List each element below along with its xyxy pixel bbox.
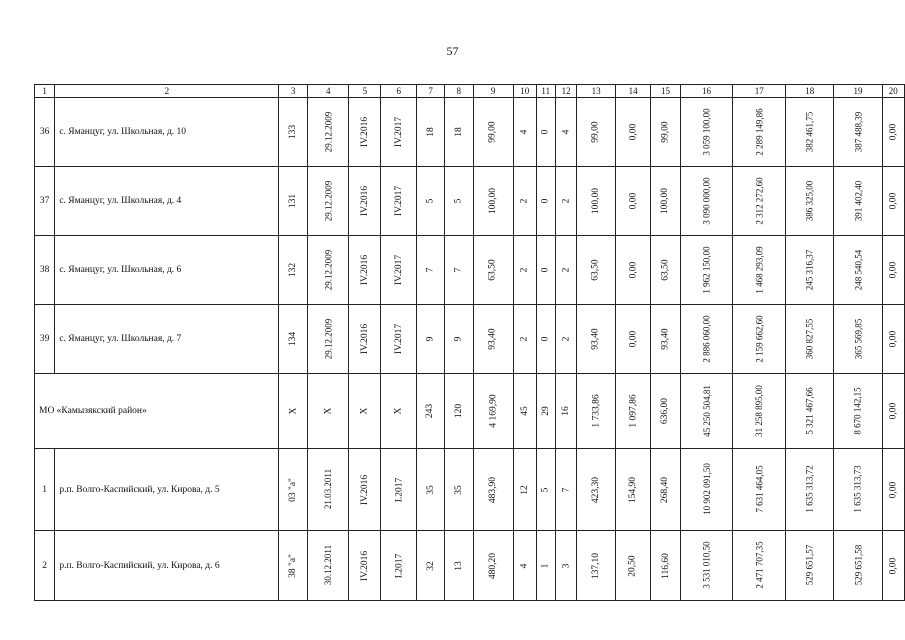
cell-col13: 63,50 [577, 236, 615, 305]
column-header: 15 [651, 85, 680, 98]
cell-col7: 35 [417, 449, 444, 531]
cell-col8: 13 [444, 531, 473, 601]
cell-col7: 32 [417, 531, 444, 601]
table-row [35, 236, 905, 305]
cell-col18: 5 321 467,66 [786, 374, 834, 449]
cell-col12: 7 [555, 449, 577, 531]
cell-col3: 131 [279, 167, 308, 236]
cell-col15: 636,00 [651, 374, 680, 449]
cell-col19: 8 670 142,15 [834, 374, 882, 449]
cell-col3: 133 [279, 98, 308, 167]
cell-col6: IV.2017 [381, 236, 417, 305]
column-header: 8 [444, 85, 473, 98]
cell-col12: 2 [555, 236, 577, 305]
cell-col8: 7 [444, 236, 473, 305]
cell-col8: 18 [444, 98, 473, 167]
cell-col18: 382 461,75 [786, 98, 834, 167]
column-header: 10 [513, 85, 536, 98]
cell-col12: 2 [555, 167, 577, 236]
cell-col19: 365 569,85 [834, 305, 882, 374]
cell-col17: 2 471 707,35 [733, 531, 786, 601]
column-number-row [35, 85, 905, 98]
cell-col5: IV.2016 [349, 98, 381, 167]
cell-number: 36 [35, 98, 55, 167]
cell-col13: 423,30 [577, 449, 615, 531]
cell-col5: IV.2016 [349, 236, 381, 305]
column-header: 13 [577, 85, 615, 98]
cell-col7: 18 [417, 98, 444, 167]
cell-col3: X [279, 374, 308, 449]
cell-col19: 529 651,58 [834, 531, 882, 601]
cell-col10: 45 [513, 374, 536, 449]
cell-col9: 483,90 [473, 449, 513, 531]
cell-col19: 391 402,40 [834, 167, 882, 236]
column-header: 4 [307, 85, 349, 98]
cell-col18: 529 651,57 [786, 531, 834, 601]
cell-col16: 45 250 504,81 [680, 374, 733, 449]
cell-col17: 2 159 662,60 [733, 305, 786, 374]
cell-col9: 63,50 [473, 236, 513, 305]
cell-col11: 1 [536, 531, 555, 601]
cell-col20: 0,00 [882, 531, 904, 601]
cell-col20: 0,00 [882, 305, 904, 374]
cell-address: р.п. Волго-Каспийский, ул. Кирова, д. 5 [55, 449, 279, 531]
cell-col16: 3 090 000,00 [680, 167, 733, 236]
cell-number: 37 [35, 167, 55, 236]
cell-col15: 100,00 [651, 167, 680, 236]
cell-col10: 4 [513, 98, 536, 167]
column-header: 9 [473, 85, 513, 98]
column-header: 12 [555, 85, 577, 98]
column-header: 6 [381, 85, 417, 98]
table-row [35, 98, 905, 167]
cell-col18: 245 316,37 [786, 236, 834, 305]
cell-col8: 120 [444, 374, 473, 449]
cell-col9: 99,00 [473, 98, 513, 167]
cell-col6: I.2017 [381, 531, 417, 601]
cell-col20: 0,00 [882, 374, 904, 449]
cell-col13: 93,40 [577, 305, 615, 374]
cell-col13: 1 733,86 [577, 374, 615, 449]
cell-col4: X [307, 374, 349, 449]
cell-col17: 1 468 293,09 [733, 236, 786, 305]
cell-col16: 3 531 010,50 [680, 531, 733, 601]
cell-col10: 4 [513, 531, 536, 601]
cell-col20: 0,00 [882, 236, 904, 305]
cell-col11: 5 [536, 449, 555, 531]
cell-col16: 10 902 091,50 [680, 449, 733, 531]
cell-col14: 20,50 [615, 531, 651, 601]
cell-col15: 116,60 [651, 531, 680, 601]
cell-address: с. Яманцуг, ул. Школьная, д. 7 [55, 305, 279, 374]
cell-col17: 7 631 464,05 [733, 449, 786, 531]
cell-col6: I.2017 [381, 449, 417, 531]
cell-col7: 243 [417, 374, 444, 449]
cell-address: с. Яманцуг, ул. Школьная, д. 4 [55, 167, 279, 236]
cell-col14: 0,00 [615, 236, 651, 305]
table-row [35, 167, 905, 236]
cell-col9: 93,40 [473, 305, 513, 374]
cell-col4: 29.12.2009 [307, 167, 349, 236]
cell-col7: 9 [417, 305, 444, 374]
cell-col15: 93,40 [651, 305, 680, 374]
cell-col4: 30.12.2011 [307, 531, 349, 601]
cell-col11: 0 [536, 167, 555, 236]
cell-col4: 29.12.2009 [307, 98, 349, 167]
cell-col12: 3 [555, 531, 577, 601]
cell-col17: 31 258 895,00 [733, 374, 786, 449]
cell-address: с. Яманцуг, ул. Школьная, д. 6 [55, 236, 279, 305]
housing-register-table [34, 84, 905, 601]
column-header: 19 [834, 85, 882, 98]
cell-col10: 2 [513, 305, 536, 374]
cell-col7: 5 [417, 167, 444, 236]
cell-col14: 154,90 [615, 449, 651, 531]
cell-col5: IV.2016 [349, 305, 381, 374]
column-header: 2 [55, 85, 279, 98]
cell-col9: 100,00 [473, 167, 513, 236]
cell-col20: 0,00 [882, 167, 904, 236]
cell-col20: 0,00 [882, 98, 904, 167]
page-number: 57 [446, 44, 459, 58]
cell-col18: 360 827,55 [786, 305, 834, 374]
cell-col3: 132 [279, 236, 308, 305]
cell-col3: 38 "а" [279, 531, 308, 601]
column-header: 11 [536, 85, 555, 98]
cell-col10: 2 [513, 167, 536, 236]
cell-col17: 2 312 272,60 [733, 167, 786, 236]
cell-col8: 9 [444, 305, 473, 374]
cell-col6: IV.2017 [381, 98, 417, 167]
cell-col17: 2 289 149,86 [733, 98, 786, 167]
cell-col20: 0,00 [882, 449, 904, 531]
cell-col3: 134 [279, 305, 308, 374]
cell-col16: 3 059 100,00 [680, 98, 733, 167]
cell-col6: X [381, 374, 417, 449]
cell-col18: 386 325,00 [786, 167, 834, 236]
cell-col10: 12 [513, 449, 536, 531]
cell-col8: 5 [444, 167, 473, 236]
cell-col8: 35 [444, 449, 473, 531]
column-header: 7 [417, 85, 444, 98]
cell-col9: 4 169,90 [473, 374, 513, 449]
cell-col11: 0 [536, 305, 555, 374]
table-row [35, 305, 905, 374]
cell-col11: 0 [536, 98, 555, 167]
mo-summary-row [35, 374, 905, 449]
cell-col4: 21.03.2011 [307, 449, 349, 531]
cell-col14: 1 097,86 [615, 374, 651, 449]
cell-col6: IV.2017 [381, 305, 417, 374]
cell-col15: 99,00 [651, 98, 680, 167]
cell-col11: 29 [536, 374, 555, 449]
column-header: 1 [35, 85, 55, 98]
column-header: 16 [680, 85, 733, 98]
cell-col15: 63,50 [651, 236, 680, 305]
column-header: 17 [733, 85, 786, 98]
cell-col13: 100,00 [577, 167, 615, 236]
cell-col10: 2 [513, 236, 536, 305]
cell-col4: 29.12.2009 [307, 236, 349, 305]
cell-col12: 4 [555, 98, 577, 167]
cell-col14: 0,00 [615, 305, 651, 374]
cell-col13: 137,10 [577, 531, 615, 601]
cell-col19: 248 540,54 [834, 236, 882, 305]
table-row [35, 531, 905, 601]
cell-col14: 0,00 [615, 167, 651, 236]
cell-address: р.п. Волго-Каспийский, ул. Кирова, д. 6 [55, 531, 279, 601]
cell-col13: 99,00 [577, 98, 615, 167]
cell-col5: IV.2016 [349, 531, 381, 601]
cell-col19: 387 488,39 [834, 98, 882, 167]
column-header: 18 [786, 85, 834, 98]
column-header: 14 [615, 85, 651, 98]
cell-col7: 7 [417, 236, 444, 305]
cell-number: 1 [35, 449, 55, 531]
cell-col4: 29.12.2009 [307, 305, 349, 374]
column-header: 20 [882, 85, 904, 98]
cell-col11: 0 [536, 236, 555, 305]
cell-col18: 1 635 313,72 [786, 449, 834, 531]
cell-col5: IV.2016 [349, 167, 381, 236]
cell-col5: IV.2016 [349, 449, 381, 531]
column-header: 3 [279, 85, 308, 98]
cell-col16: 1 962 150,00 [680, 236, 733, 305]
column-header: 5 [349, 85, 381, 98]
cell-col15: 268,40 [651, 449, 680, 531]
cell-col12: 16 [555, 374, 577, 449]
cell-col9: 480,20 [473, 531, 513, 601]
cell-number: 38 [35, 236, 55, 305]
cell-number: 39 [35, 305, 55, 374]
cell-col3: 03 "а" [279, 449, 308, 531]
table-row [35, 449, 905, 531]
mo-summary-label: МО «Камызякский район» [35, 374, 279, 449]
cell-col19: 1 635 313,73 [834, 449, 882, 531]
cell-address: с. Яманцуг, ул. Школьная, д. 10 [55, 98, 279, 167]
cell-number: 2 [35, 531, 55, 601]
cell-col14: 0,00 [615, 98, 651, 167]
cell-col5: X [349, 374, 381, 449]
cell-col16: 2 886 060,00 [680, 305, 733, 374]
cell-col12: 2 [555, 305, 577, 374]
cell-col6: IV.2017 [381, 167, 417, 236]
